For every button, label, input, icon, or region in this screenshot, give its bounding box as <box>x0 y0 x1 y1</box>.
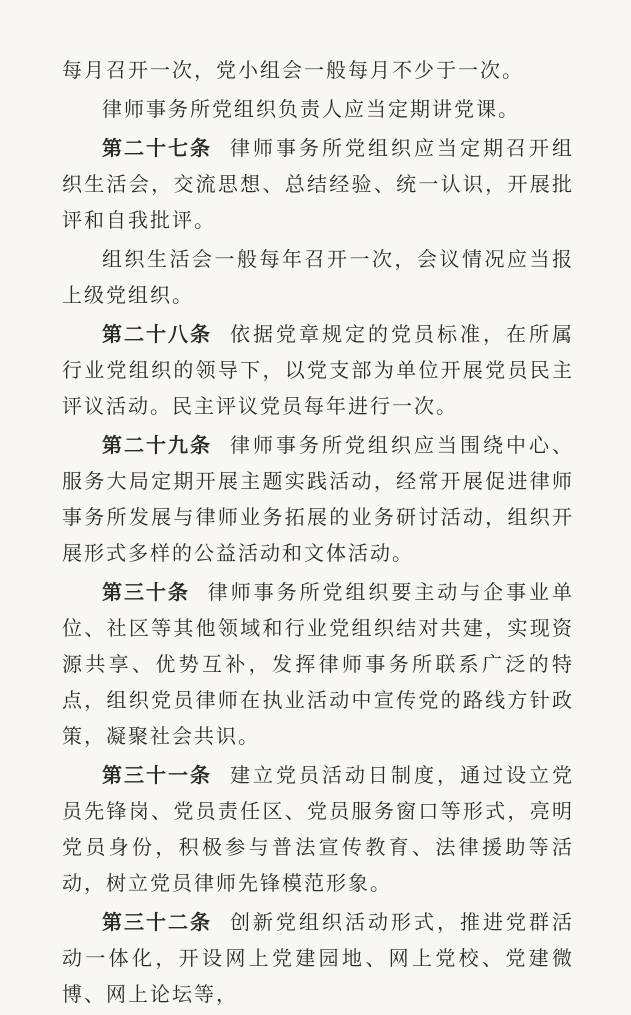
article-paragraph <box>62 316 574 424</box>
paragraph-text: 律师事务所党组织应当围绕中心、服务大局定期开展主题实践活动，经常开展促进律师事务所发展与律师业务拓展的业务研讨活动，组织开展形式多样的公益活动和文体活动。 <box>62 433 574 565</box>
paragraph <box>62 91 574 127</box>
paragraph-text: 组织生活会一般每年召开一次，会议情况应当报上级党组织。 <box>62 247 574 307</box>
article-paragraph <box>62 574 574 754</box>
paragraph-text: 每月召开一次，党小组会一般每月不少于一次。 <box>62 58 524 82</box>
article-paragraph <box>62 130 574 238</box>
article-paragraph <box>62 427 574 571</box>
article-paragraph <box>62 757 574 901</box>
paragraph <box>62 241 574 313</box>
paragraph-text: 律师事务所党组织应当定期召开组织生活会，交流思想、总结经验、统一认识，开展批评和自我批评。 <box>62 136 574 232</box>
paragraph-text: 建立党员活动日制度，通过设立党员先锋岗、党员责任区、党员服务窗口等形式，亮明党员身份，积极参与普法宣传教育、法律援助等活动，树立党员律师先锋模范形象。 <box>62 763 574 895</box>
paragraph-text: 律师事务所党组织负责人应当定期讲党课。 <box>102 97 520 121</box>
article-number: 第二十九条 <box>102 433 212 457</box>
paragraph-text: 依据党章规定的党员标准，在所属行业党组织的领导下，以党支部为单位开展党员民主评议活动。民主评议党员每年进行一次。 <box>62 322 574 418</box>
paragraph <box>62 52 574 88</box>
article-number: 第三十条 <box>102 580 190 604</box>
article-number: 第三十一条 <box>102 763 212 787</box>
paragraph-text: 律师事务所党组织要主动与企事业单位、社区等其他领域和行业党组织结对共建，实现资源共享、优势互补，发挥律师事务所联系广泛的特点，组织党员律师在执业活动中宣传党的路线方针政策，凝聚社会共识。 <box>62 580 575 748</box>
article-number: 第三十二条 <box>102 910 212 934</box>
article-number: 第二十七条 <box>102 136 212 160</box>
article-number: 第二十八条 <box>102 322 212 346</box>
article-paragraph <box>62 904 574 1012</box>
document-body <box>62 52 574 1015</box>
paragraph-text: 创新党组织活动形式，推进党群活动一体化，开设网上党建园地、网上党校、党建微博、网上论坛等， <box>62 910 574 1006</box>
